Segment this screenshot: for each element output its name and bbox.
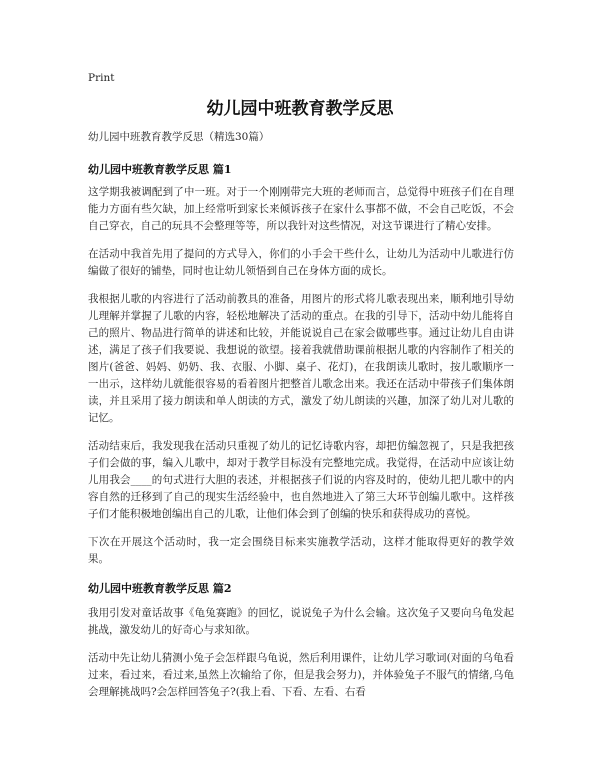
section-1-paragraph-1: 这学期我被调配到了中一班。对于一个刚刚带完大班的老师而言，总觉得中班孩子们在自理能力方面有些欠缺，加上经常听到家长来倾诉孩子在家什么事都不做，不会自己吃饭，不会自己穿衣，自己的玩具不会整理等等，所以我针对这些情况，对这节课进行了精心安排。: [88, 186, 514, 232]
section-2-paragraph-1: 我用引发对童话故事《龟兔赛跑》的回忆，说说兔子为什么会输。这次兔子又要向乌龟发起挑战，激发幼儿的好奇心与求知欲。: [88, 607, 514, 636]
print-label: Print: [88, 72, 115, 84]
section-1-paragraph-4: 活动结束后，我发现我在活动只重视了幼儿的记忆诗歌内容，却把仿编忽视了，只是我把孩子们会做的事，编入儿歌中，却对于教学目标没有完整地完成。我觉得，在活动中应该让幼儿用我会____的句式进行大胆的表述，并根据孩子们说的内容及时的，使幼儿把儿歌中的内容自然的迁移到了自己的现实生活经验中，也自然地进入了第三大环节创编儿歌中。这样孩子们才能积极地创编出自己的儿歌，让他们体会到了创编的快乐和获得成功的喜悦。: [88, 440, 514, 520]
document-subtitle: 幼儿园中班教育教学反思（精选30篇）: [88, 131, 270, 143]
section-1-paragraph-2: 在活动中我首先用了提问的方式导入，你们的小手会干些什么，让幼儿为活动中儿歌进行仿编做了很好的铺垫，同时也让幼儿领悟到自己在身体方面的成长。: [88, 248, 514, 277]
section-heading-1: 幼儿园中班教育教学反思 篇1: [88, 163, 232, 176]
section-2-paragraph-2: 活动中先让幼儿猜测小兔子会怎样跟乌龟说，然后利用课件，让幼儿学习歌词(对面的乌龟看过来，看过来，看过来,虽然上次输给了你，但是我会努力)，并体验兔子不服气的情绪,乌龟会理解挑战吗?会怎样回答兔子?(我上看、下看、左看、右看: [88, 652, 514, 698]
section-1-paragraph-3: 我根据儿歌的内容进行了活动前教具的准备，用图片的形式将儿歌表现出来，顺利地引导幼儿理解并掌握了儿歌的内容，轻松地解决了活动的重点。在我的引导下，活动中幼儿能将自己的照片、物品进行简单的讲述和比较，并能说说自己在家会做哪些事。通过让幼儿自由讲述，满足了孩子们我要说、我想说的欲望。接着我就借助课前根据儿歌的内容制作了相关的图片(爸爸、妈妈、奶奶、我、衣服、小脚、桌子、花灯)，在我朗读儿歌时，按儿歌顺序一一出示，这样幼儿就能很容易的看着图片把整首儿歌念出来。我还在活动中带孩子们集体朗读，并且采用了接力朗读和单人朗读的方式，激发了幼儿朗读的兴趣，加深了幼儿对儿歌的记忆。: [88, 293, 514, 424]
page-title: 幼儿园中班教育教学反思: [206, 99, 394, 119]
section-heading-2: 幼儿园中班教育教学反思 篇2: [88, 582, 232, 595]
section-1-paragraph-5: 下次在开展这个活动时，我一定会围绕目标来实施教学活动，这样才能取得更好的教学效果。: [88, 536, 514, 565]
